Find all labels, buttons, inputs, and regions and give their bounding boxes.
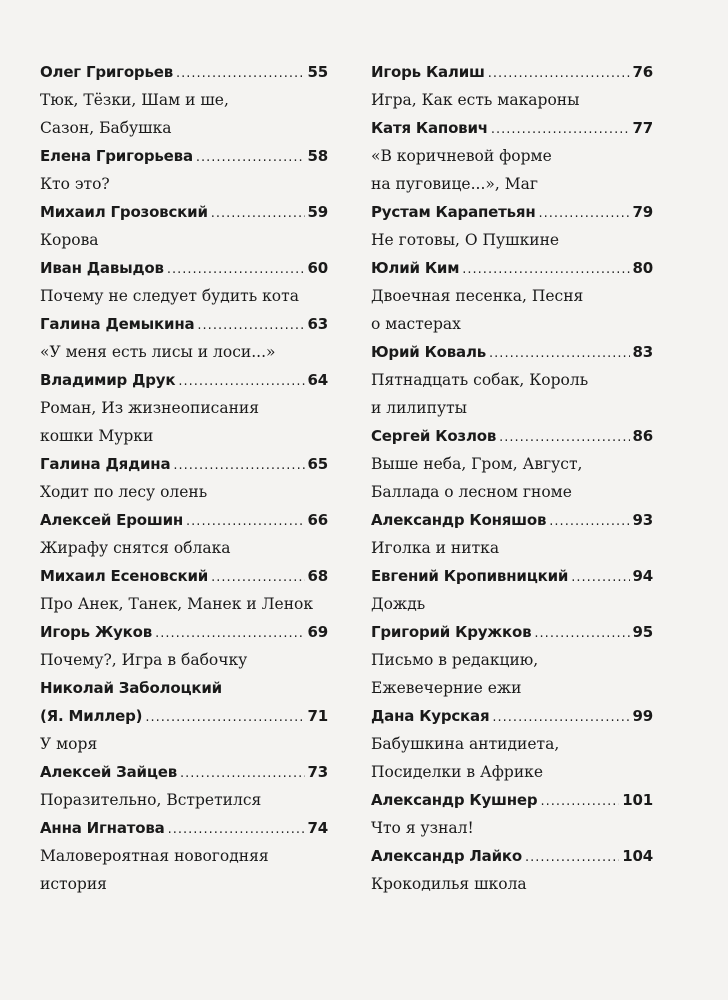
toc-entry-heading xyxy=(40,758,328,786)
works-line: Не готовы, О Пушкине xyxy=(371,231,560,249)
author-name: Александр Кушнер xyxy=(371,791,538,809)
works-line: кошки Мурки xyxy=(40,427,154,445)
page-number: 104 xyxy=(622,847,653,865)
toc-entry xyxy=(40,814,328,898)
works-line: Сазон, Бабушка xyxy=(40,119,172,137)
dot-leader xyxy=(488,60,630,88)
works-line: история xyxy=(40,875,107,893)
author-name: Катя Капович xyxy=(371,119,488,137)
dot-leader xyxy=(489,340,629,368)
dot-leader xyxy=(211,200,305,228)
works-line: Ежевечерние ежи xyxy=(371,679,522,697)
author-name: Григорий Кружков xyxy=(371,623,532,641)
toc-entry xyxy=(40,618,328,674)
author-name: Михаил Грозовский xyxy=(40,203,208,221)
toc-entry xyxy=(40,198,328,254)
author-name: Михаил Есеновский xyxy=(40,567,209,585)
toc-entry xyxy=(40,366,328,450)
dot-leader xyxy=(197,312,304,340)
works-line: Маловероятная новогодняя xyxy=(40,847,269,865)
works-line: Жирафу снятся облака xyxy=(40,539,231,557)
toc-entry-heading xyxy=(371,422,653,450)
author-name: Иван Давыдов xyxy=(40,259,164,277)
toc-entry-heading xyxy=(371,618,653,646)
works-line: «В коричневой форме xyxy=(371,147,552,165)
works-line: Поразительно, Встретился xyxy=(40,791,262,809)
author-name: Евгений Кропивницкий xyxy=(371,567,569,585)
works-line: Крокодилья школа xyxy=(371,875,527,893)
toc-entry-heading xyxy=(40,58,328,86)
works-line: Что я узнал! xyxy=(371,819,474,837)
author-name: Анна Игнатова xyxy=(40,819,165,837)
works-line: Посиделки в Африке xyxy=(371,763,544,781)
toc-entry xyxy=(40,254,328,310)
works-line: на пуговице...», Маг xyxy=(371,175,538,193)
toc-entry xyxy=(371,506,653,562)
author-name: Юрий Коваль xyxy=(371,343,487,361)
author-name: Игорь Калиш xyxy=(371,63,485,81)
dot-leader xyxy=(211,564,304,592)
author-name: Алексей Зайцев xyxy=(40,763,178,781)
dot-leader xyxy=(492,704,629,732)
works-line: У моря xyxy=(40,735,98,753)
author-name: Рустам Карапетьян xyxy=(371,203,536,221)
toc-entry-heading xyxy=(40,506,328,534)
works-line: Корова xyxy=(40,231,99,249)
toc-entry-heading xyxy=(371,198,653,226)
works-line: и лилипуты xyxy=(371,399,467,417)
dot-leader xyxy=(525,844,619,872)
page-number: 86 xyxy=(632,427,653,445)
toc-entry xyxy=(371,702,653,786)
toc-entry xyxy=(40,142,328,198)
author-name: Олег Григорьев xyxy=(40,63,174,81)
author-name: Владимир Друк xyxy=(40,371,176,389)
page-number: 77 xyxy=(632,119,653,137)
page-number: 73 xyxy=(307,763,328,781)
author-name: Николай Заболоцкий xyxy=(40,679,222,697)
author-name: Юлий Ким xyxy=(371,259,460,277)
works-line: Игра, Как есть макароны xyxy=(371,91,580,109)
toc-entry xyxy=(371,842,653,898)
page-number: 74 xyxy=(307,819,328,837)
toc-entry xyxy=(371,198,653,254)
author-name: Сергей Козлов xyxy=(371,427,497,445)
author-name: Галина Дядина xyxy=(40,455,171,473)
page-number: 60 xyxy=(307,259,328,277)
page-number: 69 xyxy=(307,623,328,641)
toc-entry-heading xyxy=(40,198,328,226)
dot-leader xyxy=(155,620,304,648)
works-line: Пятнадцать собак, Король xyxy=(371,371,589,389)
toc-entry-heading xyxy=(371,562,653,590)
toc-entry-heading xyxy=(371,702,653,730)
dot-leader xyxy=(539,200,630,228)
toc-entry-heading xyxy=(40,254,328,282)
toc-entry-heading xyxy=(40,142,328,170)
toc-entry xyxy=(371,254,653,338)
toc-entry xyxy=(371,338,653,422)
author-name: Александр Лайко xyxy=(371,847,522,865)
toc-entry-heading xyxy=(40,618,328,646)
toc-entry-heading xyxy=(40,366,328,394)
toc-entry-heading xyxy=(371,506,653,534)
dot-leader xyxy=(186,508,304,536)
page-number: 79 xyxy=(632,203,653,221)
toc-entry xyxy=(40,562,328,618)
toc-entry-heading xyxy=(40,450,328,478)
toc-entry-heading xyxy=(371,114,653,142)
dot-leader xyxy=(180,760,304,788)
toc-entry xyxy=(371,114,653,198)
page-number: 66 xyxy=(307,511,328,529)
works-line: Ходит по лесу олень xyxy=(40,483,208,501)
dot-leader xyxy=(540,788,619,816)
page-number: 95 xyxy=(632,623,653,641)
page-number: 93 xyxy=(632,511,653,529)
page-number: 55 xyxy=(307,63,328,81)
author-name: (Я. Миллер) xyxy=(40,707,143,725)
works-line: Почему не следует будить кота xyxy=(40,287,299,305)
dot-leader xyxy=(145,704,304,732)
author-name: Галина Демыкина xyxy=(40,315,195,333)
toc-entry xyxy=(371,422,653,506)
dot-leader xyxy=(178,368,304,396)
works-line: о мастерах xyxy=(371,315,461,333)
toc-column-right xyxy=(371,58,653,898)
page-number: 101 xyxy=(622,791,653,809)
author-name: Елена Григорьева xyxy=(40,147,193,165)
works-line: Тюк, Тёзки, Шам и ше, xyxy=(40,91,229,109)
dot-leader xyxy=(549,508,629,536)
dot-leader xyxy=(571,564,629,592)
dot-leader xyxy=(167,256,305,284)
toc-entry-heading xyxy=(40,562,328,590)
page-number: 83 xyxy=(632,343,653,361)
page-number: 65 xyxy=(307,455,328,473)
toc-entry xyxy=(40,674,328,758)
page-number: 76 xyxy=(632,63,653,81)
toc-entry xyxy=(371,58,653,114)
dot-leader xyxy=(491,116,630,144)
works-line: Выше неба, Гром, Август, xyxy=(371,455,583,473)
toc-entry xyxy=(371,562,653,618)
page-number: 71 xyxy=(307,707,328,725)
page-number: 94 xyxy=(632,567,653,585)
dot-leader xyxy=(173,452,304,480)
toc-entry-heading xyxy=(40,814,328,842)
toc-entry-heading xyxy=(40,702,328,730)
toc-entry-heading xyxy=(371,254,653,282)
dot-leader xyxy=(499,424,629,452)
page-number: 63 xyxy=(307,315,328,333)
dot-leader xyxy=(168,816,305,844)
toc-entry-heading xyxy=(371,786,653,814)
toc-entry-heading xyxy=(40,310,328,338)
works-line: Почему?, Игра в бабочку xyxy=(40,651,248,669)
page-number: 58 xyxy=(307,147,328,165)
page-number: 99 xyxy=(632,707,653,725)
toc-entry-heading xyxy=(371,338,653,366)
page-number: 59 xyxy=(307,203,328,221)
works-line: Роман, Из жизнеописания xyxy=(40,399,260,417)
toc-column-left xyxy=(40,58,328,898)
works-line: Кто это? xyxy=(40,175,110,193)
author-name: Алексей Ерошин xyxy=(40,511,184,529)
works-line: Дождь xyxy=(371,595,426,613)
works-line: Письмо в редакцию, xyxy=(371,651,539,669)
toc-entry xyxy=(40,58,328,142)
toc-entry-heading xyxy=(371,58,653,86)
dot-leader xyxy=(176,60,305,88)
works-line: Про Анек, Танек, Манек и Ленок xyxy=(40,595,314,613)
works-line: Двоечная песенка, Песня xyxy=(371,287,584,305)
toc-entry xyxy=(371,618,653,702)
works-line: «У меня есть лисы и лоси...» xyxy=(40,343,276,361)
page-number: 64 xyxy=(307,371,328,389)
works-line: Иголка и нитка xyxy=(371,539,500,557)
dot-leader xyxy=(462,256,629,284)
page-number: 68 xyxy=(307,567,328,585)
toc-entry xyxy=(40,758,328,814)
toc-entry xyxy=(40,450,328,506)
author-name: Игорь Жуков xyxy=(40,623,153,641)
toc-entry xyxy=(371,786,653,842)
works-line: Бабушкина антидиета, xyxy=(371,735,560,753)
dot-leader xyxy=(196,144,305,172)
toc-entry-heading xyxy=(371,842,653,870)
author-name: Александр Коняшов xyxy=(371,511,547,529)
dot-leader xyxy=(534,620,629,648)
toc-entry xyxy=(40,506,328,562)
toc-entry xyxy=(40,310,328,366)
works-line: Баллада о лесном гноме xyxy=(371,483,572,501)
author-name: Дана Курская xyxy=(371,707,490,725)
page-number: 80 xyxy=(632,259,653,277)
